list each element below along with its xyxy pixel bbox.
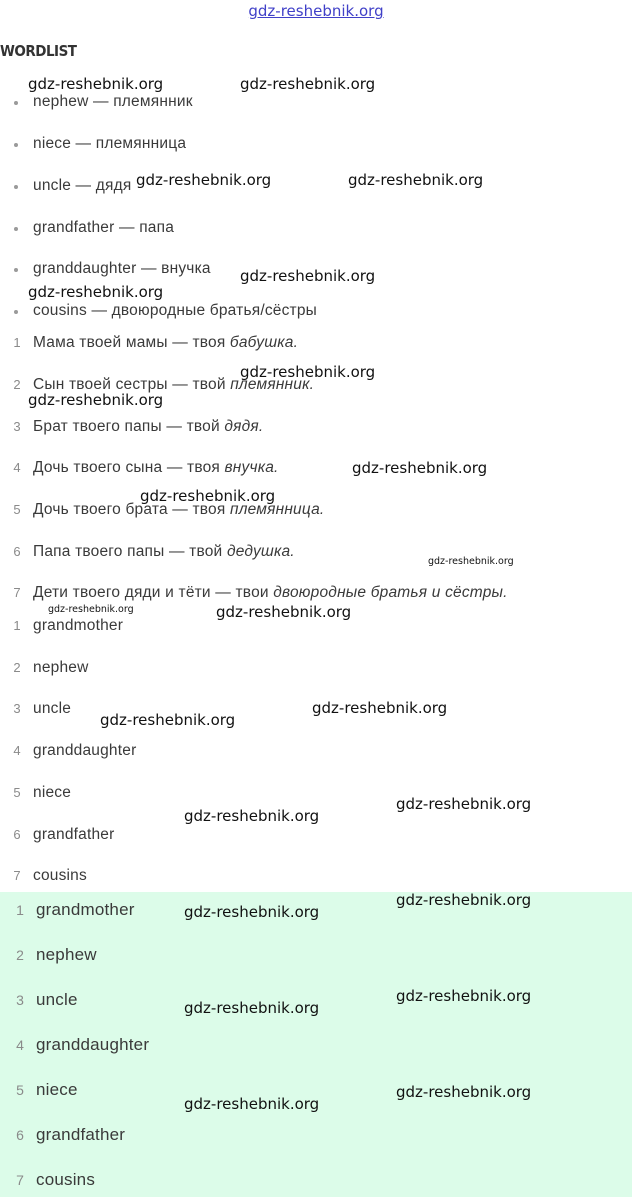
answer-number: 5 — [16, 1082, 24, 1098]
sentence-text: Мама твоей мамы — твоя бабушка. — [33, 334, 299, 351]
watermark: gdz-reshebnik.org — [396, 1083, 532, 1101]
wordlist-item-text: granddaughter — внучка — [33, 260, 211, 277]
watermark: gdz-reshebnik.org — [396, 795, 532, 813]
bullet-icon — [14, 101, 18, 105]
sentence-number: 6 — [13, 544, 21, 559]
answer-word: niece — [33, 784, 72, 801]
watermark: gdz-reshebnik.org — [348, 171, 484, 189]
answer-number: 2 — [16, 947, 24, 963]
watermark: gdz-reshebnik.org — [312, 699, 448, 717]
answer-word: grandmother — [33, 617, 124, 634]
answer-number: 1 — [16, 902, 24, 918]
answer-number: 3 — [16, 992, 24, 1008]
sentence-answer: двоюродные братья и сёстры. — [273, 584, 508, 601]
watermark: gdz-reshebnik.org — [136, 171, 272, 189]
sentence-number: 4 — [13, 460, 21, 475]
watermark: gdz-reshebnik.org — [28, 75, 164, 93]
watermark: gdz-reshebnik.org — [28, 391, 164, 409]
sentence-text: Дочь твоего сына — твоя внучка. — [33, 459, 279, 476]
answer-word: uncle — [36, 990, 78, 1009]
wordlist-item-text: grandfather — папа — [33, 219, 175, 236]
sentence-number: 7 — [13, 585, 21, 600]
answer-word: granddaughter — [36, 1035, 150, 1054]
answer-number: 4 — [13, 743, 21, 758]
answer-number: 4 — [16, 1037, 24, 1053]
watermark: gdz-reshebnik.org — [396, 891, 532, 909]
answer-number: 7 — [13, 868, 21, 883]
bullet-icon — [14, 143, 18, 147]
watermark: gdz-reshebnik.org — [352, 459, 488, 477]
sentence-number: 1 — [13, 335, 21, 350]
answer-number: 1 — [13, 618, 21, 633]
watermark: gdz-reshebnik.org — [28, 283, 164, 301]
answer-word: grandmother — [36, 900, 135, 919]
watermark: gdz-reshebnik.org — [184, 903, 320, 921]
watermark: gdz-reshebnik.org — [100, 711, 236, 729]
wordlist-heading: WORDLIST — [0, 42, 77, 60]
answer-word: cousins — [36, 1170, 96, 1189]
sentence-answer: племянница. — [229, 501, 325, 518]
sentence-answer: племянник. — [230, 376, 315, 393]
sentence-text: Дочь твоего брата — твоя племянница. — [33, 501, 325, 518]
bullet-icon — [14, 268, 18, 272]
watermark: gdz-reshebnik.org — [240, 75, 376, 93]
sentence-answer: дядя. — [224, 418, 264, 435]
bullet-icon — [14, 185, 18, 189]
answer-word: granddaughter — [33, 742, 137, 759]
sentence-text: Брат твоего папы — твой дядя. — [33, 418, 264, 435]
wordlist-item-text: uncle — дядя — [33, 177, 132, 194]
answer-word: nephew — [36, 945, 97, 964]
answer-number: 5 — [13, 785, 21, 800]
watermark: gdz-reshebnik.org — [48, 604, 134, 615]
answer-word: niece — [36, 1080, 78, 1099]
bullet-icon — [14, 227, 18, 231]
answer-number: 6 — [13, 827, 21, 842]
sentence-text: Папа твоего папы — твой дедушка. — [33, 543, 295, 560]
wordlist-item-text: nephew — племянник — [33, 93, 193, 110]
watermark: gdz-reshebnik.org — [184, 807, 320, 825]
wordlist-item-text: cousins — двоюродные братья/сёстры — [33, 302, 318, 319]
watermark: gdz-reshebnik.org — [184, 999, 320, 1017]
answer-word: uncle — [33, 700, 72, 717]
sentence-text: Сын твоей сестры — твой племянник. — [33, 376, 315, 393]
answer-number: 2 — [13, 660, 21, 675]
bullet-icon — [14, 310, 18, 314]
sentence-number: 5 — [13, 502, 21, 517]
answer-word: cousins — [33, 867, 87, 884]
sentence-answer: дедушка. — [226, 543, 295, 560]
answer-word: grandfather — [33, 826, 115, 843]
watermark: gdz-reshebnik.org — [216, 603, 352, 621]
watermark: gdz-reshebnik.org — [240, 363, 376, 381]
answer-word: grandfather — [36, 1125, 126, 1144]
answer-number: 7 — [16, 1172, 24, 1188]
sentence-text: Дети твоего дяди и тёти — твои двоюродные братья и сёстры. — [33, 584, 508, 601]
watermark: gdz-reshebnik.org — [396, 987, 532, 1005]
sentence-answer: внучка. — [224, 459, 279, 476]
site-link[interactable]: gdz-reshebnik.org — [248, 2, 384, 20]
watermark: gdz-reshebnik.org — [428, 556, 514, 567]
answer-word: nephew — [33, 659, 89, 676]
watermark: gdz-reshebnik.org — [184, 1095, 320, 1113]
answer-number: 3 — [13, 701, 21, 716]
answer-number: 6 — [16, 1127, 24, 1143]
sentence-answer: бабушка. — [229, 334, 299, 351]
watermark: gdz-reshebnik.org — [140, 487, 276, 505]
sentence-number: 3 — [13, 419, 21, 434]
wordlist-item-text: niece — племянница — [33, 135, 187, 152]
watermark: gdz-reshebnik.org — [240, 267, 376, 285]
sentence-number: 2 — [13, 377, 21, 392]
